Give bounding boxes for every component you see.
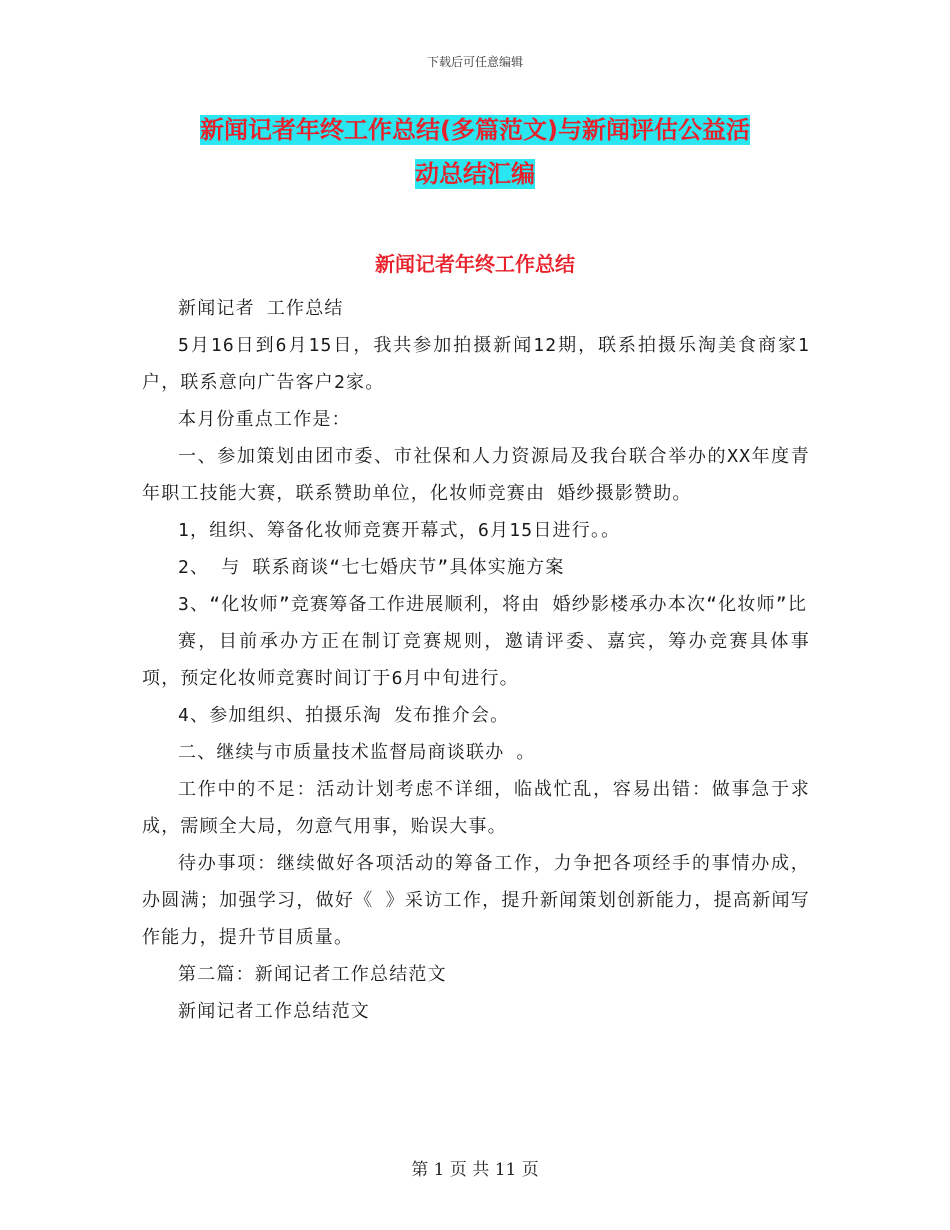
paragraph: 第二篇：新闻记者工作总结范文: [178, 964, 447, 985]
header-note: 下载后可任意编辑: [426, 55, 523, 69]
document-title: [140, 108, 810, 196]
document-body: [142, 290, 810, 1030]
paragraph: 2、 与 联系商谈“七七婚庆节”具体实施方案: [178, 557, 565, 578]
paragraph: 一、参加策划由团市委、市社保和人力资源局及我台联合举办的XX年度青年职工技能大赛，联系赞助单位，化妆师竞赛由 婚纱摄影赞助。: [142, 446, 810, 504]
section-title: 新闻记者年终工作总结: [375, 252, 575, 276]
document-title-line-1: 新闻记者年终工作总结(多篇范文)与新闻评估公益活: [200, 116, 750, 144]
paragraph: 1，组织、筹备化妆师竞赛开幕式，6月15日进行。。: [178, 520, 621, 541]
paragraph: 新闻记者工作总结范文: [178, 1001, 370, 1022]
paragraph: 新闻记者 工作总结: [178, 298, 344, 319]
document-title-line-2: 动总结汇编: [415, 160, 535, 188]
paragraph: 二、继续与市质量技术监督局商谈联办 。: [178, 742, 536, 763]
paragraph: 5月16日到6月15日，我共参加拍摄新闻12期，联系拍摄乐淘美食商家1户，联系意向广告客户2家。: [142, 335, 810, 393]
paragraph: 3、“化妆师”竞赛筹备工作进展顺利，将由 婚纱影楼承办本次“化妆师”比: [178, 594, 808, 615]
page-number-footer: 第 1 页 共 11 页: [411, 1160, 539, 1180]
paragraph: 4、参加组织、拍摄乐淘 发布推介会。: [178, 705, 510, 726]
paragraph: 赛，目前承办方正在制订竞赛规则，邀请评委、嘉宾，筹办竞赛具体事项，预定化妆师竞赛时间订于6月中旬进行。: [142, 631, 810, 689]
paragraph: 本月份重点工作是：: [178, 409, 351, 430]
paragraph: 工作中的不足：活动计划考虑不详细，临战忙乱，容易出错：做事急于求成，需顾全大局，勿意气用事，贻误大事。: [142, 779, 810, 837]
paragraph: 待办事项：继续做好各项活动的筹备工作，力争把各项经手的事情办成，办圆满；加强学习，做好《 》采访工作，提升新闻策划创新能力，提高新闻写作能力，提升节目质量。: [142, 853, 810, 948]
